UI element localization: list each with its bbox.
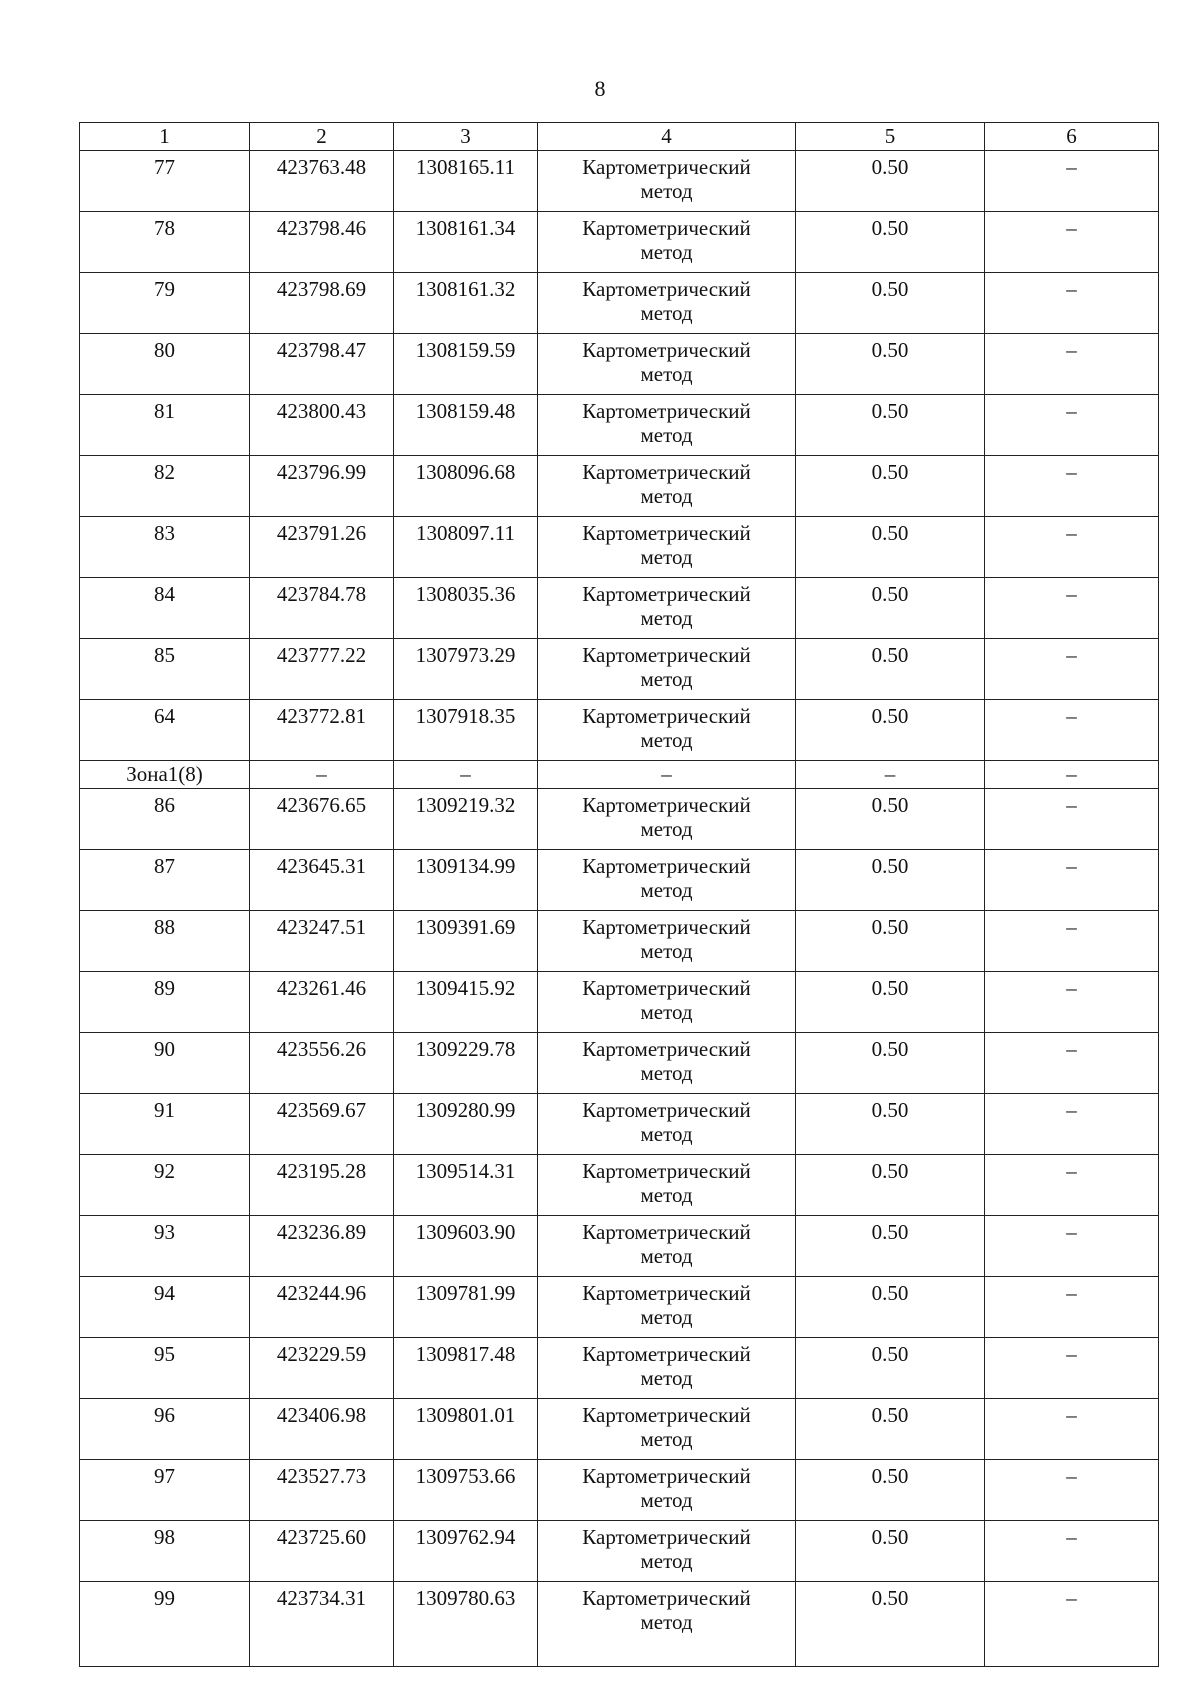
method-line-2: метод — [640, 1610, 693, 1634]
x-coordinate-cell: 423796.99 — [250, 456, 394, 517]
precision-cell: 0.50 — [796, 334, 985, 395]
table-row — [80, 517, 1159, 578]
method-cell — [538, 1460, 796, 1521]
y-coordinate-cell: 1309801.01 — [394, 1399, 538, 1460]
method-line-2: метод — [640, 484, 693, 508]
method-cell — [538, 395, 796, 456]
point-number-cell: 79 — [80, 273, 250, 334]
method-cell — [538, 1155, 796, 1216]
note-cell: – — [985, 1155, 1159, 1216]
y-coordinate-cell: 1307973.29 — [394, 639, 538, 700]
x-coordinate-cell: 423569.67 — [250, 1094, 394, 1155]
method-line-2: метод — [640, 1000, 693, 1024]
method-cell — [538, 911, 796, 972]
precision-cell: 0.50 — [796, 517, 985, 578]
x-coordinate-cell: 423791.26 — [250, 517, 394, 578]
x-coordinate-cell: 423800.43 — [250, 395, 394, 456]
method-line-1: Картометрический — [582, 1159, 751, 1183]
method-line-2: метод — [640, 606, 693, 630]
table-row — [80, 850, 1159, 911]
x-coordinate-cell: 423261.46 — [250, 972, 394, 1033]
precision-cell: 0.50 — [796, 1094, 985, 1155]
note-cell: – — [985, 850, 1159, 911]
method-line-2: метод — [640, 240, 693, 264]
precision-cell: 0.50 — [796, 1399, 985, 1460]
column-header: 2 — [250, 123, 394, 151]
point-number-cell: 95 — [80, 1338, 250, 1399]
y-coordinate-cell: 1309762.94 — [394, 1521, 538, 1582]
method-cell — [538, 517, 796, 578]
column-header: 4 — [538, 123, 796, 151]
precision-cell: 0.50 — [796, 911, 985, 972]
note-cell: – — [985, 517, 1159, 578]
point-number-cell: 91 — [80, 1094, 250, 1155]
table-row — [80, 1399, 1159, 1460]
note-cell: – — [985, 1277, 1159, 1338]
x-coordinate-cell: 423236.89 — [250, 1216, 394, 1277]
method-cell — [538, 1033, 796, 1094]
note-cell: – — [985, 1399, 1159, 1460]
method-cell — [538, 850, 796, 911]
table-row — [80, 151, 1159, 212]
method-line-1: – — [661, 762, 672, 786]
table-row — [80, 1460, 1159, 1521]
method-line-1: Картометрический — [582, 1037, 751, 1061]
method-line-1: Картометрический — [582, 338, 751, 362]
y-coordinate-cell: 1308161.34 — [394, 212, 538, 273]
note-cell: – — [985, 972, 1159, 1033]
point-number-cell: 90 — [80, 1033, 250, 1094]
note-cell: – — [985, 1094, 1159, 1155]
method-cell — [538, 212, 796, 273]
method-line-2: метод — [640, 1244, 693, 1268]
method-line-1: Картометрический — [582, 1525, 751, 1549]
table-row — [80, 273, 1159, 334]
method-line-1: Картометрический — [582, 643, 751, 667]
method-line-1: Картометрический — [582, 1098, 751, 1122]
point-number-cell: 82 — [80, 456, 250, 517]
point-number-cell: 85 — [80, 639, 250, 700]
method-line-1: Картометрический — [582, 915, 751, 939]
precision-cell: 0.50 — [796, 1521, 985, 1582]
x-coordinate-cell: 423244.96 — [250, 1277, 394, 1338]
method-line-1: Картометрический — [582, 1586, 751, 1610]
precision-cell: 0.50 — [796, 212, 985, 273]
table-row — [80, 1094, 1159, 1155]
precision-cell: 0.50 — [796, 273, 985, 334]
point-number-cell: 98 — [80, 1521, 250, 1582]
table-row — [80, 1277, 1159, 1338]
method-line-2: метод — [640, 1488, 693, 1512]
y-coordinate-cell: 1309134.99 — [394, 850, 538, 911]
note-cell: – — [985, 639, 1159, 700]
precision-cell: 0.50 — [796, 456, 985, 517]
method-cell — [538, 972, 796, 1033]
point-number-cell: 88 — [80, 911, 250, 972]
method-line-1: Картометрический — [582, 216, 751, 240]
precision-cell: – — [796, 761, 985, 789]
y-coordinate-cell: 1308165.11 — [394, 151, 538, 212]
precision-cell: 0.50 — [796, 1582, 985, 1667]
method-line-1: Картометрический — [582, 1342, 751, 1366]
table-row — [80, 1521, 1159, 1582]
point-number-cell: 89 — [80, 972, 250, 1033]
x-coordinate-cell: 423247.51 — [250, 911, 394, 972]
y-coordinate-cell: 1308159.59 — [394, 334, 538, 395]
precision-cell: 0.50 — [796, 700, 985, 761]
precision-cell: 0.50 — [796, 578, 985, 639]
method-cell — [538, 700, 796, 761]
method-line-2: метод — [640, 545, 693, 569]
note-cell: – — [985, 700, 1159, 761]
table-row — [80, 972, 1159, 1033]
x-coordinate-cell: – — [250, 761, 394, 789]
column-header: 1 — [80, 123, 250, 151]
table-row — [80, 1338, 1159, 1399]
method-cell — [538, 1094, 796, 1155]
y-coordinate-cell: 1309229.78 — [394, 1033, 538, 1094]
note-cell: – — [985, 212, 1159, 273]
point-number-cell: 81 — [80, 395, 250, 456]
point-number-cell: 96 — [80, 1399, 250, 1460]
method-line-2: метод — [640, 1366, 693, 1390]
x-coordinate-cell: 423676.65 — [250, 789, 394, 850]
table-row — [80, 578, 1159, 639]
precision-cell: 0.50 — [796, 395, 985, 456]
y-coordinate-cell: 1309514.31 — [394, 1155, 538, 1216]
y-coordinate-cell: 1309415.92 — [394, 972, 538, 1033]
y-coordinate-cell: 1309753.66 — [394, 1460, 538, 1521]
note-cell: – — [985, 334, 1159, 395]
method-line-1: Картометрический — [582, 854, 751, 878]
precision-cell: 0.50 — [796, 1216, 985, 1277]
precision-cell: 0.50 — [796, 850, 985, 911]
method-line-2: метод — [640, 728, 693, 752]
precision-cell: 0.50 — [796, 639, 985, 700]
method-line-1: Картометрический — [582, 1464, 751, 1488]
method-cell — [538, 1521, 796, 1582]
y-coordinate-cell: 1309817.48 — [394, 1338, 538, 1399]
note-cell: – — [985, 151, 1159, 212]
method-line-1: Картометрический — [582, 1403, 751, 1427]
method-line-2: метод — [640, 939, 693, 963]
y-coordinate-cell: 1309780.63 — [394, 1582, 538, 1667]
method-cell — [538, 1277, 796, 1338]
x-coordinate-cell: 423556.26 — [250, 1033, 394, 1094]
x-coordinate-cell: 423798.46 — [250, 212, 394, 273]
x-coordinate-cell: 423645.31 — [250, 850, 394, 911]
note-cell: – — [985, 1521, 1159, 1582]
method-line-2: метод — [640, 1122, 693, 1146]
method-cell — [538, 456, 796, 517]
column-header: 5 — [796, 123, 985, 151]
table-row — [80, 395, 1159, 456]
note-cell: – — [985, 1216, 1159, 1277]
column-header: 3 — [394, 123, 538, 151]
method-line-1: Картометрический — [582, 1281, 751, 1305]
y-coordinate-cell: 1309280.99 — [394, 1094, 538, 1155]
point-number-cell: 92 — [80, 1155, 250, 1216]
note-cell: – — [985, 1338, 1159, 1399]
method-line-2: метод — [640, 878, 693, 902]
y-coordinate-cell: 1308035.36 — [394, 578, 538, 639]
point-number-cell: 77 — [80, 151, 250, 212]
method-line-1: Картометрический — [582, 1220, 751, 1244]
y-coordinate-cell: 1308159.48 — [394, 395, 538, 456]
table-header-row — [80, 123, 1159, 151]
y-coordinate-cell: 1309391.69 — [394, 911, 538, 972]
method-line-2: метод — [640, 301, 693, 325]
method-line-2: метод — [640, 1305, 693, 1329]
precision-cell: 0.50 — [796, 151, 985, 212]
note-cell: – — [985, 1460, 1159, 1521]
method-line-2: метод — [640, 362, 693, 386]
method-line-1: Картометрический — [582, 793, 751, 817]
table-row — [80, 1216, 1159, 1277]
method-line-2: метод — [640, 817, 693, 841]
method-cell — [538, 578, 796, 639]
x-coordinate-cell: 423772.81 — [250, 700, 394, 761]
method-line-2: метод — [640, 1549, 693, 1573]
table-body — [80, 151, 1159, 1667]
method-line-2: метод — [640, 1061, 693, 1085]
precision-cell: 0.50 — [796, 789, 985, 850]
y-coordinate-cell: 1308096.68 — [394, 456, 538, 517]
method-line-2: метод — [640, 1183, 693, 1207]
point-number-cell: 94 — [80, 1277, 250, 1338]
precision-cell: 0.50 — [796, 1460, 985, 1521]
page-number: 8 — [594, 76, 606, 101]
table-row — [80, 639, 1159, 700]
method-line-2: метод — [640, 1427, 693, 1451]
x-coordinate-cell: 423763.48 — [250, 151, 394, 212]
method-line-1: Картометрический — [582, 582, 751, 606]
point-number-cell: 97 — [80, 1460, 250, 1521]
y-coordinate-cell: 1309219.32 — [394, 789, 538, 850]
method-cell — [538, 1399, 796, 1460]
point-number-cell: 64 — [80, 700, 250, 761]
point-number-cell: 78 — [80, 212, 250, 273]
precision-cell: 0.50 — [796, 1277, 985, 1338]
point-number-cell: 86 — [80, 789, 250, 850]
precision-cell: 0.50 — [796, 1338, 985, 1399]
x-coordinate-cell: 423195.28 — [250, 1155, 394, 1216]
table-row — [80, 1582, 1159, 1667]
method-cell — [538, 639, 796, 700]
method-line-1: Картометрический — [582, 460, 751, 484]
x-coordinate-cell: 423734.31 — [250, 1582, 394, 1667]
y-coordinate-cell: 1308097.11 — [394, 517, 538, 578]
method-cell — [538, 1216, 796, 1277]
method-line-1: Картометрический — [582, 399, 751, 423]
note-cell: – — [985, 1033, 1159, 1094]
method-line-1: Картометрический — [582, 277, 751, 301]
point-number-cell: 83 — [80, 517, 250, 578]
x-coordinate-cell: 423784.78 — [250, 578, 394, 639]
method-cell — [538, 273, 796, 334]
y-coordinate-cell: 1309781.99 — [394, 1277, 538, 1338]
x-coordinate-cell: 423527.73 — [250, 1460, 394, 1521]
method-line-2: метод — [640, 179, 693, 203]
method-cell — [538, 334, 796, 395]
table-row — [80, 212, 1159, 273]
table-row — [80, 1155, 1159, 1216]
x-coordinate-cell: 423229.59 — [250, 1338, 394, 1399]
point-number-cell: Зона1(8) — [80, 761, 250, 789]
method-line-1: Картометрический — [582, 976, 751, 1000]
zone-row — [80, 761, 1159, 789]
note-cell: – — [985, 911, 1159, 972]
point-number-cell: 84 — [80, 578, 250, 639]
x-coordinate-cell: 423798.47 — [250, 334, 394, 395]
y-coordinate-cell: 1307918.35 — [394, 700, 538, 761]
method-cell — [538, 1582, 796, 1667]
table-row — [80, 789, 1159, 850]
method-line-1: Картометрический — [582, 155, 751, 179]
note-cell: – — [985, 456, 1159, 517]
x-coordinate-cell: 423777.22 — [250, 639, 394, 700]
note-cell: – — [985, 578, 1159, 639]
method-line-2: метод — [640, 667, 693, 691]
method-line-1: Картометрический — [582, 704, 751, 728]
method-cell — [538, 151, 796, 212]
point-number-cell: 87 — [80, 850, 250, 911]
method-line-2: метод — [640, 423, 693, 447]
method-cell — [538, 761, 796, 789]
note-cell: – — [985, 395, 1159, 456]
table-row — [80, 456, 1159, 517]
precision-cell: 0.50 — [796, 1033, 985, 1094]
point-number-cell: 80 — [80, 334, 250, 395]
y-coordinate-cell: 1309603.90 — [394, 1216, 538, 1277]
table-row — [80, 1033, 1159, 1094]
table-row — [80, 700, 1159, 761]
coordinates-table — [79, 122, 1159, 1667]
point-number-cell: 99 — [80, 1582, 250, 1667]
y-coordinate-cell: – — [394, 761, 538, 789]
note-cell: – — [985, 273, 1159, 334]
y-coordinate-cell: 1308161.32 — [394, 273, 538, 334]
note-cell: – — [985, 761, 1159, 789]
note-cell: – — [985, 1582, 1159, 1667]
column-header: 6 — [985, 123, 1159, 151]
x-coordinate-cell: 423798.69 — [250, 273, 394, 334]
point-number-cell: 93 — [80, 1216, 250, 1277]
method-cell — [538, 1338, 796, 1399]
precision-cell: 0.50 — [796, 1155, 985, 1216]
note-cell: – — [985, 789, 1159, 850]
table-row — [80, 911, 1159, 972]
method-line-1: Картометрический — [582, 521, 751, 545]
precision-cell: 0.50 — [796, 972, 985, 1033]
x-coordinate-cell: 423725.60 — [250, 1521, 394, 1582]
table-row — [80, 334, 1159, 395]
x-coordinate-cell: 423406.98 — [250, 1399, 394, 1460]
method-cell — [538, 789, 796, 850]
